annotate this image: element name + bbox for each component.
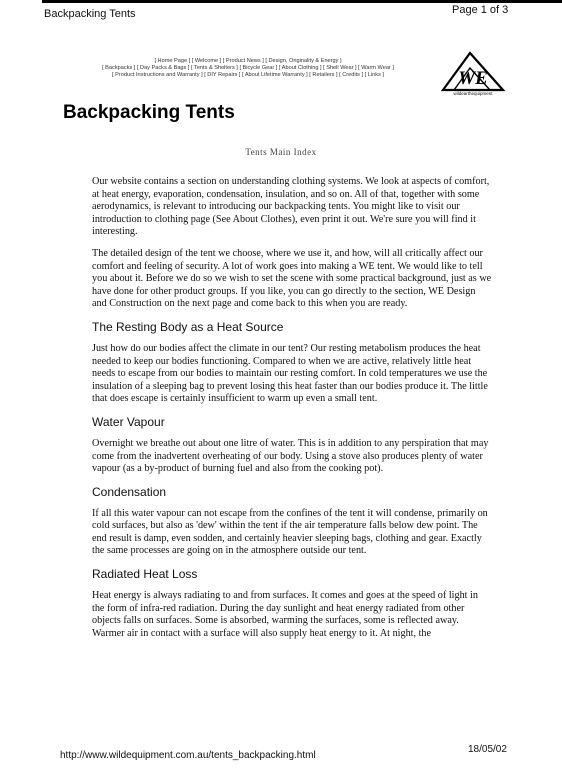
footer-url[interactable]: http://www.wildequipment.com.au/tents_backpacking.html	[60, 750, 316, 761]
nav-retailers[interactable]: [ Retailers ]	[309, 72, 338, 78]
nav-instructions[interactable]: [ Product Instructions and Warranty ]	[112, 72, 203, 78]
nav-home[interactable]: [ Home Page ]	[154, 58, 191, 64]
nav-welcome[interactable]: [ Welcome ]	[191, 58, 222, 64]
heading-radiated-heat-loss: Radiated Heat Loss	[92, 567, 198, 582]
nav-diy-repairs[interactable]: [ DIY Repairs ]	[204, 72, 241, 78]
logo-letters: WE	[458, 68, 488, 89]
article-body	[92, 176, 492, 649]
intro-paragraph-1: Our website contains a section on understanding clothing systems. We look at aspects of comfort, at heat energy, evaporation, condensation, insulation, and so on. All of that, together with some aerodynamics, is relevant to introducing our backpacking tents. You might like to visit our introduction to clothing page (See About Clothes), even print it out. We're sure you will find it interesting.	[92, 176, 490, 238]
nav-warranty[interactable]: [ About Lifetime Warranty ]	[242, 72, 308, 78]
nav-day-packs[interactable]: [ Day Packs & Bags ]	[136, 65, 190, 71]
brand-logo[interactable]	[440, 50, 506, 94]
page-number: Page 1 of 3	[452, 4, 509, 16]
nav-credits[interactable]: [ Credits ]	[339, 72, 364, 78]
nav-backpacks[interactable]: [ Backpacks ]	[102, 65, 136, 71]
nav-row-1	[58, 58, 438, 65]
paragraph-resting-body: Just how do our bodies affect the climate in our tent? Our resting metabolism produces the heat needed to keep our bodies functioning. Compared to when we are active, relatively little heat needs to escape from our bodies to maintain our resting comfort. In cold temperatures we use the insulation of a sleeping bag to prevent losing this heat faster than our bodies produce it. The little that does escape is certainly insufficient to warm up even a small tent.	[92, 342, 488, 405]
paragraph-water-vapour: Overnight we breathe out about one litre of water. This is in addition to any perspiration that may come from the inadvertent overheating of our body. Using a stove also produces plenty of water vapour (as a by-product of burning fuel and also from the cooking pot).	[92, 437, 489, 475]
page-title: Backpacking Tents	[63, 102, 235, 123]
nav-about-clothing[interactable]: [ About Clothing ]	[278, 65, 322, 71]
tents-index-link[interactable]: Tents Main Index	[245, 147, 317, 157]
logo-caption: wildearthequipment	[453, 91, 493, 96]
heading-water-vapour: Water Vapour	[92, 414, 165, 429]
top-rule	[42, 0, 562, 3]
nav-bicycle-gear[interactable]: [ Bicycle Gear ]	[239, 65, 278, 71]
nav-design[interactable]: [ Design, Originality & Energy ]	[265, 58, 342, 64]
site-nav	[58, 58, 438, 79]
heading-condensation: Condensation	[92, 484, 167, 499]
nav-links[interactable]: [ Links ]	[364, 72, 384, 78]
intro-paragraph-2: The detailed design of the tent we choose, where we use it, and how, will all critically affect our comfort and feeling of security. A lot of work goes into making a WE tent. We would like to tell you about it. Before we do so we wish to set the scene with some practical background, just as we have done for other product groups. If you like, you can go directly to the section, WE Design and Construction on the next page and come back to this when you are ready.	[92, 247, 492, 310]
paragraph-radiated-heat-loss: Heat energy is always radiating to and from surfaces. It comes and goes at the speed of light in the form of infra-red radiation. During the day sunlight and heat energy radiated from other objects falls on surfaces. Some is absorbed, warming the surfaces, some is reflected away. Warmer air in contact with a surface will also supply heat energy to it. At night, the	[92, 590, 478, 639]
nav-tents[interactable]: [ Tents & Shelters ]	[191, 65, 238, 71]
print-header-title: Backpacking Tents	[44, 8, 136, 20]
nav-warm-wear[interactable]: [ Warm Wear ]	[358, 65, 394, 71]
paragraph-condensation: If all this water vapour can not escape from the confines of the tent it will condense, primarily on cold surfaces, but also as 'dew' within the tent if the air temperature falls below dew point. The end result is damp, even sodden, and certainly heavier sleeping bags, clothing and gear. Exactly the same processes are going on in the atmosphere outside our tent.	[92, 507, 488, 557]
footer-date: 18/05/02	[468, 744, 507, 755]
nav-shell-wear[interactable]: [ Shell Wear ]	[323, 65, 357, 71]
nav-row-2	[58, 65, 438, 72]
nav-row-3	[58, 72, 438, 79]
nav-product-news[interactable]: [ Product News ]	[222, 58, 264, 64]
heading-resting-body: The Resting Body as a Heat Source	[92, 319, 284, 334]
